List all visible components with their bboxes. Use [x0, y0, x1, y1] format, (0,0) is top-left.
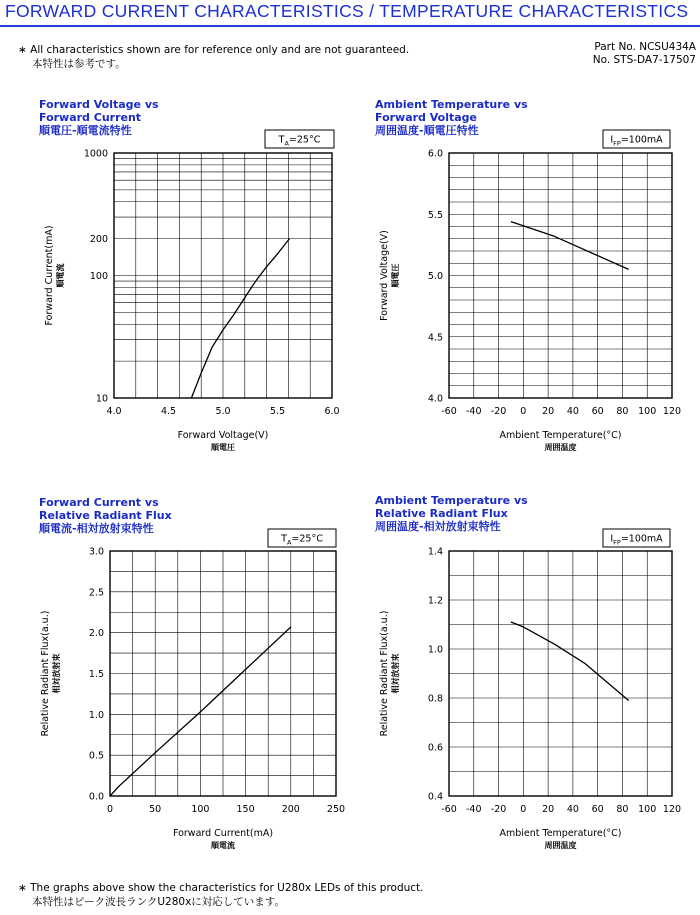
- chart-1-title-line-1: Forward Voltage vs: [39, 98, 159, 111]
- y-tick-label: 1000: [83, 148, 108, 160]
- x-tick-label: 100: [638, 804, 657, 815]
- y-axis-label-jp: 相対放射束: [52, 653, 61, 694]
- chart-3-title-line-2: Relative Radiant Flux: [39, 509, 172, 522]
- y-tick-label: 6.0: [427, 148, 443, 160]
- y-tick-label: 0.4: [427, 791, 443, 803]
- x-tick-label: 0: [106, 804, 114, 815]
- x-tick-label: 5.5: [269, 406, 286, 417]
- x-tick-label: 80: [616, 804, 629, 815]
- y-tick-label: 4.5: [427, 332, 443, 344]
- x-axis-label-jp: 周囲温度: [544, 841, 577, 850]
- y-axis-label-jp: 相対放射束: [391, 653, 400, 694]
- x-axis-label-jp: 周囲温度: [544, 443, 577, 452]
- y-tick-label: 1.0: [88, 709, 104, 721]
- x-tick-label: 20: [542, 406, 555, 417]
- chart-2-title-line-3: 周囲温度-順電圧特性: [375, 124, 479, 137]
- y-tick-label: 0.6: [427, 742, 443, 754]
- footer-jp: 本特性はピーク波長ランクU280xに対応しています。: [32, 896, 285, 908]
- y-tick-label: 1.5: [88, 669, 104, 680]
- x-tick-label: 5.0: [215, 406, 231, 417]
- x-tick-label: 150: [236, 804, 255, 815]
- y-tick-label: 1.4: [427, 546, 443, 558]
- x-tick-label: 20: [542, 804, 555, 815]
- y-axis-label-jp: 順電流: [56, 263, 65, 288]
- x-tick-label: 250: [326, 804, 346, 815]
- x-tick-label: 4.0: [106, 406, 122, 417]
- condition-label: $T_A=25^\circ C$: [278, 134, 321, 148]
- x-tick-label: -40: [466, 804, 482, 815]
- chart-4-title-line-1: Ambient Temperature vs: [375, 494, 528, 507]
- x-tick-label: 100: [191, 804, 210, 815]
- x-tick-label: 6.0: [324, 406, 340, 417]
- x-axis-label: Forward Current(mA): [172, 828, 274, 839]
- x-tick-label: 80: [616, 406, 629, 417]
- disclaimer-jp: 本特性は参考です。: [32, 58, 126, 70]
- chart-4-title-line-2: Relative Radiant Flux: [375, 507, 508, 520]
- condition-label: $I_{FP}=100mA$: [610, 134, 663, 148]
- y-axis-label-jp: 順電圧: [391, 263, 400, 288]
- x-tick-label: 4.5: [160, 406, 177, 417]
- y-tick-label: 10: [95, 393, 108, 405]
- y-tick-label: 100: [89, 271, 108, 282]
- y-tick-label: 200: [89, 234, 108, 246]
- x-tick-label: 0: [520, 406, 527, 417]
- x-tick-label: 120: [662, 804, 682, 815]
- x-tick-label: 200: [281, 804, 300, 815]
- chart-3-title-line-1: Forward Current vs: [39, 496, 159, 509]
- y-tick-label: 0.8: [427, 693, 443, 705]
- x-tick-label: -40: [466, 406, 482, 417]
- x-tick-label: 40: [566, 804, 579, 815]
- y-axis-label: Forward Voltage(V): [379, 230, 390, 321]
- x-axis-label-jp: 順電圧: [211, 443, 235, 452]
- y-tick-label: 3.0: [88, 546, 104, 558]
- chart-2-title-line-2: Forward Voltage: [375, 111, 478, 124]
- y-tick-label: 0.5: [88, 750, 104, 762]
- chart-4-title-line-3: 周囲温度-相対放射束特性: [375, 520, 501, 533]
- x-axis-label: Ambient Temperature(°C): [499, 430, 622, 441]
- x-tick-label: 0: [520, 804, 527, 815]
- footer-note: [18, 881, 424, 909]
- x-tick-label: -60: [441, 406, 457, 417]
- x-tick-label: -20: [490, 804, 507, 815]
- chart-2-title-line-1: Ambient Temperature vs: [375, 98, 528, 111]
- page-title: FORWARD CURRENT CHARACTERISTICS / TEMPERATURE CHARACTERISTICS: [5, 1, 689, 21]
- y-tick-label: 5.5: [427, 209, 443, 221]
- chart-1-title-line-3: 順電圧-順電流特性: [39, 124, 132, 137]
- x-tick-label: -60: [441, 804, 457, 815]
- condition-label: $I_{FP}=100mA$: [610, 533, 663, 547]
- y-axis-label: Forward Current(mA): [44, 225, 55, 326]
- x-tick-label: 50: [149, 804, 162, 815]
- y-axis-label: Relative Radiant Flux(a.u.): [379, 610, 390, 737]
- chart-1-title-line-2: Forward Current: [39, 111, 142, 124]
- x-axis-label: Forward Voltage(V): [177, 430, 269, 441]
- data-curve: [511, 622, 629, 701]
- y-tick-label: 2.0: [88, 628, 104, 640]
- x-axis-label-jp: 順電流: [211, 841, 235, 850]
- y-tick-label: 0.0: [88, 791, 104, 803]
- condition-label: $T_A=25^\circ C$: [281, 533, 323, 547]
- disclaimer-en: ∗ All characteristics shown are for reference only and are not guaranteed.: [18, 44, 410, 56]
- document-number: No. STS-DA7-17507: [592, 54, 696, 66]
- chart-3-title-line-3: 順電流-相対放射束特性: [39, 522, 154, 535]
- x-tick-label: 120: [662, 406, 682, 417]
- footer-en: ∗ The graphs above show the characteristics for U280x LEDs of this product.: [18, 882, 424, 894]
- x-tick-label: 60: [591, 804, 604, 815]
- y-tick-label: 1.0: [427, 644, 443, 656]
- y-tick-label: 5.0: [427, 271, 443, 282]
- x-tick-label: 100: [638, 406, 657, 417]
- x-tick-label: 60: [591, 406, 604, 417]
- y-tick-label: 1.2: [427, 595, 443, 607]
- part-number: Part No. NCSU434A: [594, 41, 696, 53]
- x-tick-label: -20: [490, 406, 507, 417]
- y-tick-label: 2.5: [88, 587, 104, 599]
- x-axis-label: Ambient Temperature(°C): [499, 828, 622, 839]
- y-tick-label: 4.0: [427, 393, 443, 405]
- x-tick-label: 40: [566, 406, 579, 417]
- y-axis-label: Relative Radiant Flux(a.u.): [40, 610, 51, 737]
